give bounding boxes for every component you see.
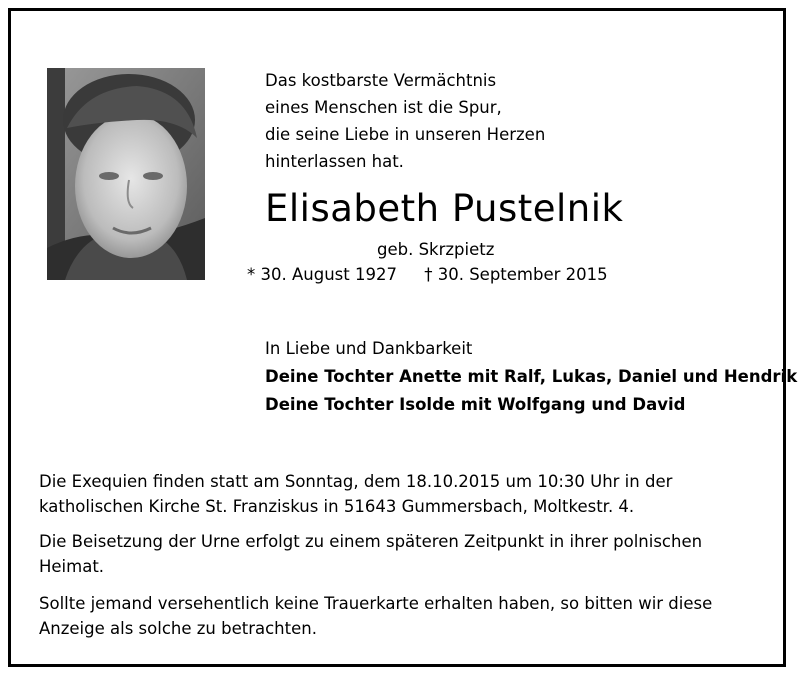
- deceased-name: Elisabeth Pustelnik: [265, 187, 624, 230]
- memorial-quote: [265, 67, 545, 175]
- mourners-intro: In Liebe und Dankbarkeit: [265, 339, 473, 358]
- card-notice: Sollte jemand versehentlich keine Trauerkarte erhalten haben, so bitten wir diese Anzeige als solche zu betrachten.: [39, 594, 713, 638]
- portrait-photo: [47, 68, 205, 280]
- life-dates: [247, 265, 608, 284]
- birth-name: geb. Skrzpietz: [377, 240, 495, 259]
- birth-date: * 30. August 1927: [247, 265, 397, 284]
- quote-line: hinterlassen hat.: [265, 152, 404, 171]
- mourner-line: Deine Tochter Anette mit Ralf, Lukas, Daniel und Hendrik: [265, 367, 798, 386]
- quote-line: die seine Liebe in unseren Herzen: [265, 125, 546, 144]
- quote-line: eines Menschen ist die Spur,: [265, 98, 502, 117]
- mourner-line: Deine Tochter Isolde mit Wolfgang und David: [265, 395, 686, 414]
- burial-notice: Die Beisetzung der Urne erfolgt zu einem späteren Zeitpunkt in ihrer polnischen Heimat.: [39, 532, 703, 576]
- quote-line: Das kostbarste Vermächtnis: [265, 71, 497, 90]
- funeral-notice: Die Exequien finden statt am Sonntag, dem 18.10.2015 um 10:30 Uhr in der katholischen Kirche St. Franziskus in 51643 Gummersbach, Moltkestr. 4.: [39, 472, 673, 516]
- death-date: † 30. September 2015: [424, 265, 608, 284]
- obituary-card: [8, 8, 798, 667]
